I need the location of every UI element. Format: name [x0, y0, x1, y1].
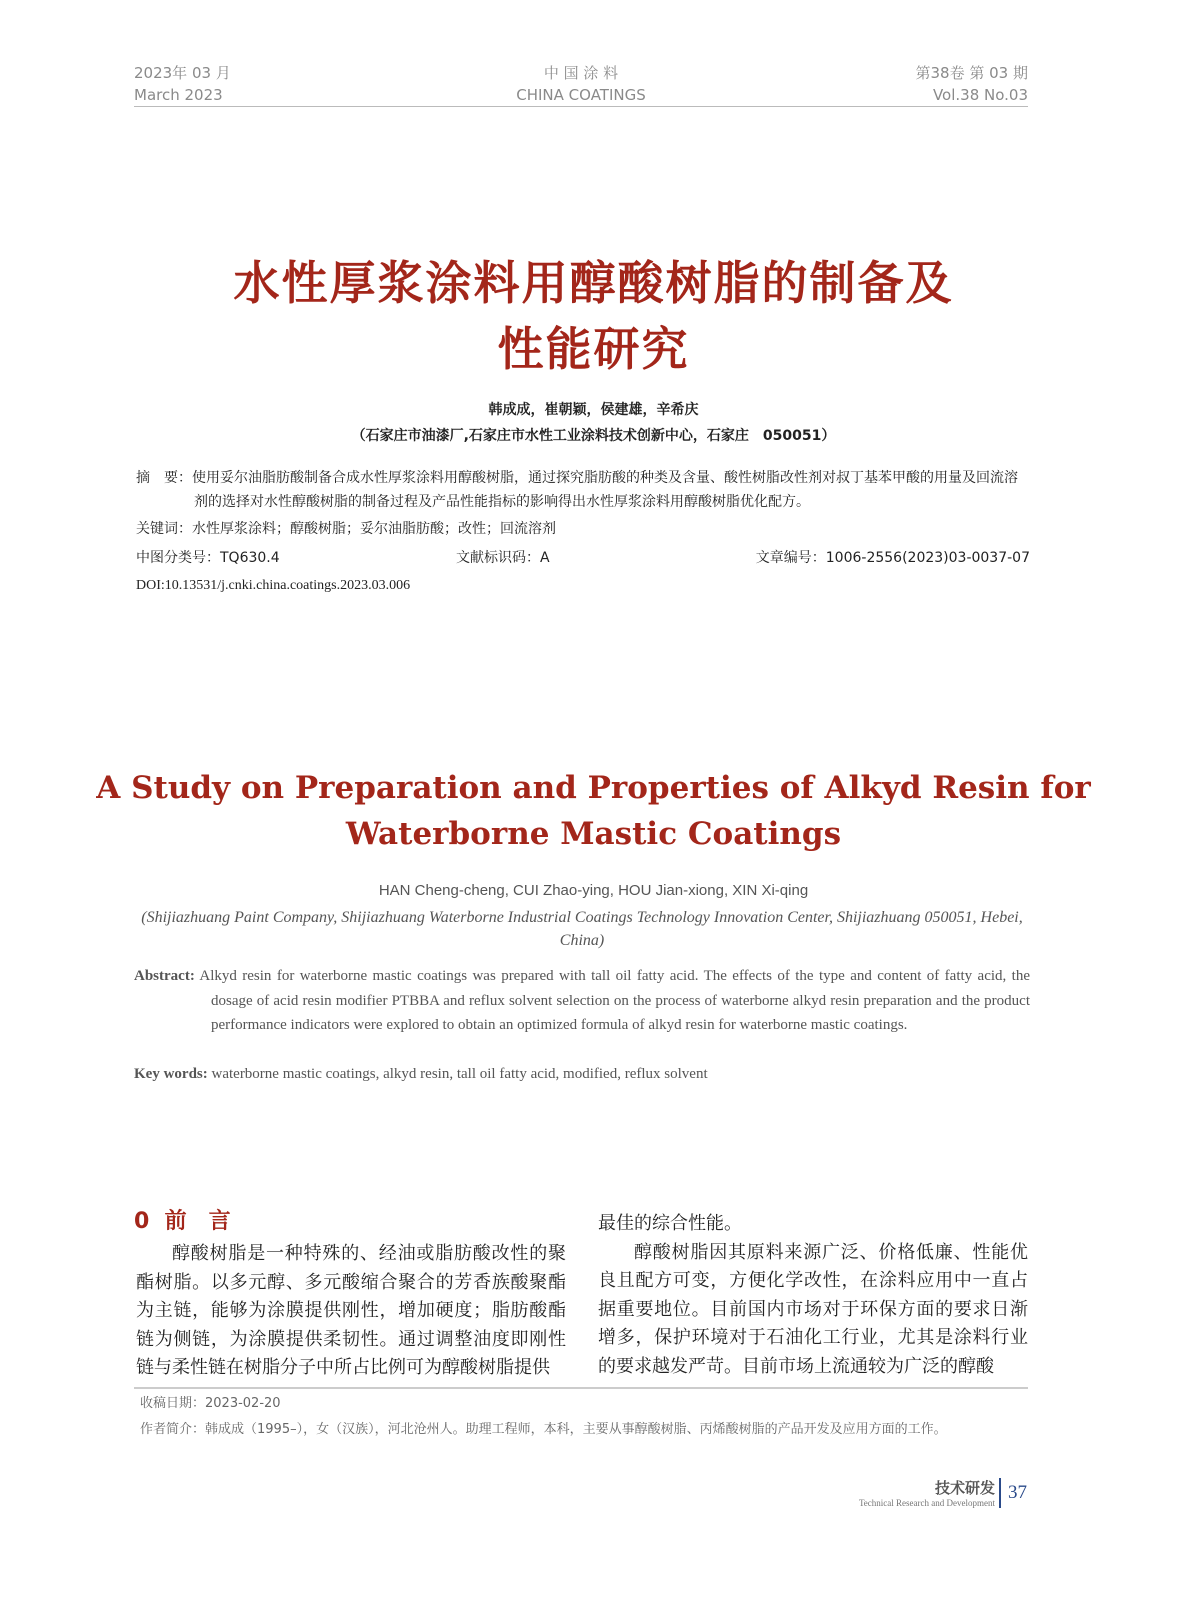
affiliation-en: (Shijiazhuang Paint Company, Shijiazhuang Waterborne Industrial Coatings Technology Innovation Center, Shijiazhuang 050051, Hebei, China): [141, 909, 1023, 949]
date-en: March 2023: [134, 86, 223, 104]
authors-cn: 韩成成，崔朝颖，侯建雄，辛希庆: [488, 402, 699, 418]
keywords-en-text: waterborne mastic coatings, alkyd resin, tall oil fatty acid, modified, reflux solvent: [211, 1066, 708, 1082]
volume-cn: 第38卷 第 03 期: [915, 64, 1028, 82]
header-volume: [916, 62, 1028, 106]
article-number: 文章编号：1006-2556(2023)03-0037-07: [755, 550, 1030, 566]
title-en-line: A Study on Preparation and Properties of Alkyd Resin for: [96, 770, 1091, 806]
journal-en: CHINA COATINGS: [516, 86, 646, 104]
affiliation-cn: （石家庄市油漆厂,石家庄市水性工业涂料技术创新中心，石家庄 050051）: [351, 428, 836, 444]
title-cn: [0, 250, 1187, 382]
footer-section: [859, 1477, 995, 1508]
title-en: [0, 765, 1187, 857]
volume-en: Vol.38 No.03: [932, 86, 1028, 104]
abstract-cn-label: 摘 要：: [136, 470, 192, 486]
footnote-rule: [134, 1387, 1028, 1389]
received-date: 收稿日期：2023-02-20: [140, 1396, 281, 1411]
title-cn-line: 水性厚浆涂料用醇酸树脂的制备及: [233, 256, 954, 310]
keywords-cn-label: 关键词：: [136, 521, 192, 537]
date-cn: 2023年 03 月: [134, 64, 231, 82]
abstract-en-text: Alkyd resin for waterborne mastic coatings was prepared with tall oil fatty acid. The effects of the type and content of fatty acid, the dosage of acid resin modifier PTBBA and reflux solvent selection on the process of waterborne alkyd resin preparation and the product performance indicators were explored to obtain an optimized formula of alkyd resin for waterborne mastic coatings.: [199, 968, 1030, 1033]
body-paragraph: 醇酸树脂因其原料来源广泛、价格低廉、性能优良且配方可变，方便化学改性，在涂料应用中一直占据重要地位。目前国内市场对于环保方面的要求日渐增多，保护环境对于石油化工行业，尤其是涂料行业的要求越发严苛。目前市场上流通较为广泛的醇酸: [598, 1241, 1028, 1377]
keywords-cn-text: 水性厚浆涂料；醇酸树脂；妥尔油脂肪酸；改性；回流溶剂: [192, 521, 556, 537]
section-number: 0: [134, 1209, 150, 1234]
abstract-en: [134, 964, 1030, 1038]
page-number: 37: [1008, 1482, 1027, 1503]
journal-cn: 中 国 涂 料: [543, 64, 619, 82]
abstract-en-label: Abstract:: [134, 968, 195, 984]
footer-section-en: Technical Research and Development: [858, 1498, 995, 1508]
doi: DOI:10.13531/j.cnki.china.coatings.2023.03.006: [136, 578, 411, 593]
footer-section-cn: 技术研发: [934, 1479, 995, 1497]
header-rule: [134, 106, 1028, 107]
body-paragraph-end: 最佳的综合性能。: [598, 1213, 742, 1234]
abstract-cn-text: 使用妥尔油脂肪酸制备合成水性厚浆涂料用醇酸树脂，通过探究脂肪酸的种类及含量、酸性树脂改性剂对叔丁基苯甲酸的用量及回流溶剂的选择对水性醇酸树脂的制备过程及产品性能指标的影响得出水性厚浆涂料用醇酸树脂优化配方。: [192, 470, 1018, 510]
body-left-column: 醇酸树脂是一种特殊的、经油或脂肪酸改性的聚酯树脂。以多元醇、多元酸缩合聚合的芳香族酸聚酯为主链，能够为涂膜提供刚性，增加硬度；脂肪酸酯链为侧链，为涂膜提供柔韧性。通过调整油度即刚性链与柔性链在树脂分子中所占比例可为醇酸树脂提供: [136, 1243, 566, 1378]
classification: 中图分类号：TQ630.4: [136, 550, 280, 566]
body-right-column: [598, 1210, 1028, 1381]
document-code: 文献标识码：A: [456, 550, 550, 566]
keywords-en: [134, 1066, 708, 1083]
section-heading: [134, 1204, 231, 1235]
author-bio: 作者简介：韩成成（1995–），女（汉族），河北沧州人。助理工程师，本科，主要从事醇酸树脂、丙烯酸树脂的产品开发及应用方面的工作。: [140, 1422, 947, 1437]
abstract-cn: [136, 466, 1031, 514]
footer-divider: [999, 1478, 1001, 1508]
keywords-cn: [136, 517, 556, 541]
keywords-en-label: Key words:: [134, 1066, 208, 1082]
section-title: 前 言: [164, 1209, 231, 1234]
title-en-line: Waterborne Mastic Coatings: [345, 816, 842, 852]
title-cn-line: 性能研究: [497, 322, 690, 376]
authors-en: HAN Cheng-cheng, CUI Zhao-ying, HOU Jian-xiong, XIN Xi-qing: [378, 882, 809, 899]
footnotes: [140, 1391, 947, 1443]
